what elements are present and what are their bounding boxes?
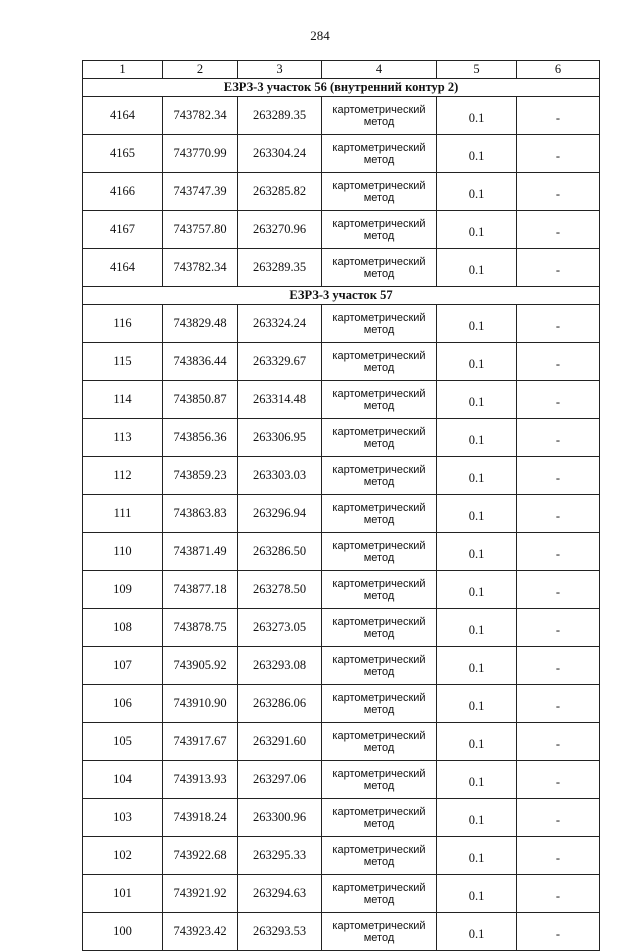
method-line-2: метод [363, 741, 395, 754]
method-cell [322, 875, 437, 913]
note-cell: - [517, 495, 600, 533]
column-number-row [83, 61, 600, 79]
accuracy-cell: 0.1 [437, 381, 517, 419]
x-coordinate-cell: 743747.39 [163, 173, 238, 211]
point-number-cell: 114 [83, 381, 163, 419]
note-cell: - [517, 609, 600, 647]
point-number-cell: 115 [83, 343, 163, 381]
note-cell: - [517, 913, 600, 951]
method-line-2: метод [363, 817, 395, 830]
method-cell [322, 533, 437, 571]
method-cell [322, 571, 437, 609]
point-number-cell: 116 [83, 305, 163, 343]
method-line-1: картометрический [332, 691, 426, 704]
table-row [83, 647, 600, 685]
method-line-2: метод [363, 551, 395, 564]
note-cell: - [517, 799, 600, 837]
x-coordinate-cell: 743871.49 [163, 533, 238, 571]
section-title-row [83, 287, 600, 305]
column-number: 2 [163, 61, 238, 79]
column-number: 1 [83, 61, 163, 79]
column-number: 4 [322, 61, 437, 79]
y-coordinate-cell: 263324.24 [238, 305, 322, 343]
y-coordinate-cell: 263286.06 [238, 685, 322, 723]
method-line-1: картометрический [332, 539, 426, 552]
table-row [83, 837, 600, 875]
page-number: 284 [310, 28, 330, 43]
accuracy-cell: 0.1 [437, 723, 517, 761]
accuracy-cell: 0.1 [437, 533, 517, 571]
point-number-cell: 4165 [83, 135, 163, 173]
method-line-2: метод [363, 779, 395, 792]
method-cell [322, 495, 437, 533]
table-row [83, 343, 600, 381]
table-row [83, 799, 600, 837]
point-number-cell: 108 [83, 609, 163, 647]
y-coordinate-cell: 263293.53 [238, 913, 322, 951]
method-line-2: метод [363, 589, 395, 602]
section-title: ЕЗРЗ-3 участок 56 (внутренний контур 2) [83, 79, 600, 97]
y-coordinate-cell: 263306.95 [238, 419, 322, 457]
accuracy-cell: 0.1 [437, 211, 517, 249]
x-coordinate-cell: 743910.90 [163, 685, 238, 723]
point-number-cell: 110 [83, 533, 163, 571]
method-line-1: картометрический [332, 387, 426, 400]
y-coordinate-cell: 263329.67 [238, 343, 322, 381]
x-coordinate-cell: 743921.92 [163, 875, 238, 913]
y-coordinate-cell: 263273.05 [238, 609, 322, 647]
y-coordinate-cell: 263304.24 [238, 135, 322, 173]
x-coordinate-cell: 743856.36 [163, 419, 238, 457]
y-coordinate-cell: 263286.50 [238, 533, 322, 571]
note-cell: - [517, 685, 600, 723]
note-cell: - [517, 305, 600, 343]
method-line-1: картометрический [332, 805, 426, 818]
method-line-2: метод [363, 437, 395, 450]
table-row [83, 457, 600, 495]
method-cell [322, 837, 437, 875]
accuracy-cell: 0.1 [437, 913, 517, 951]
x-coordinate-cell: 743782.34 [163, 97, 238, 135]
x-coordinate-cell: 743863.83 [163, 495, 238, 533]
method-line-1: картометрический [332, 843, 426, 856]
x-coordinate-cell: 743917.67 [163, 723, 238, 761]
table-row [83, 609, 600, 647]
note-cell: - [517, 135, 600, 173]
note-cell: - [517, 837, 600, 875]
point-number-cell: 4164 [83, 249, 163, 287]
method-line-1: картометрический [332, 881, 426, 894]
method-cell [322, 305, 437, 343]
accuracy-cell: 0.1 [437, 343, 517, 381]
method-line-2: метод [363, 399, 395, 412]
x-coordinate-cell: 743922.68 [163, 837, 238, 875]
table-row [83, 723, 600, 761]
table-row [83, 533, 600, 571]
method-line-1: картометрический [332, 919, 426, 932]
method-line-1: картометрический [332, 425, 426, 438]
accuracy-cell: 0.1 [437, 457, 517, 495]
point-number-cell: 103 [83, 799, 163, 837]
x-coordinate-cell: 743850.87 [163, 381, 238, 419]
point-number-cell: 101 [83, 875, 163, 913]
method-cell [322, 647, 437, 685]
point-number-cell: 109 [83, 571, 163, 609]
table-row [83, 211, 600, 249]
method-line-2: метод [363, 703, 395, 716]
x-coordinate-cell: 743878.75 [163, 609, 238, 647]
method-line-2: метод [363, 665, 395, 678]
y-coordinate-cell: 263270.96 [238, 211, 322, 249]
method-cell [322, 457, 437, 495]
method-line-1: картометрический [332, 615, 426, 628]
point-number-cell: 113 [83, 419, 163, 457]
x-coordinate-cell: 743757.80 [163, 211, 238, 249]
y-coordinate-cell: 263289.35 [238, 249, 322, 287]
point-number-cell: 104 [83, 761, 163, 799]
method-line-2: метод [363, 323, 395, 336]
accuracy-cell: 0.1 [437, 609, 517, 647]
method-cell [322, 343, 437, 381]
accuracy-cell: 0.1 [437, 305, 517, 343]
method-line-2: метод [363, 513, 395, 526]
x-coordinate-cell: 743770.99 [163, 135, 238, 173]
method-cell [322, 913, 437, 951]
method-cell [322, 97, 437, 135]
coordinates-table [82, 60, 600, 951]
note-cell: - [517, 533, 600, 571]
note-cell: - [517, 343, 600, 381]
section-title: ЕЗРЗ-3 участок 57 [83, 287, 600, 305]
accuracy-cell: 0.1 [437, 685, 517, 723]
x-coordinate-cell: 743913.93 [163, 761, 238, 799]
method-line-1: картометрический [332, 653, 426, 666]
y-coordinate-cell: 263297.06 [238, 761, 322, 799]
column-number: 3 [238, 61, 322, 79]
note-cell: - [517, 457, 600, 495]
table-row [83, 173, 600, 211]
method-cell [322, 723, 437, 761]
point-number-cell: 112 [83, 457, 163, 495]
x-coordinate-cell: 743918.24 [163, 799, 238, 837]
method-line-2: метод [363, 115, 395, 128]
method-cell [322, 761, 437, 799]
column-number: 5 [437, 61, 517, 79]
x-coordinate-cell: 743836.44 [163, 343, 238, 381]
point-number-cell: 4166 [83, 173, 163, 211]
table-row [83, 495, 600, 533]
accuracy-cell: 0.1 [437, 799, 517, 837]
table-row [83, 419, 600, 457]
table-row [83, 249, 600, 287]
method-line-1: картометрический [332, 311, 426, 324]
method-line-1: картометрический [332, 767, 426, 780]
method-line-2: метод [363, 153, 395, 166]
column-number: 6 [517, 61, 600, 79]
accuracy-cell: 0.1 [437, 419, 517, 457]
method-cell [322, 173, 437, 211]
y-coordinate-cell: 263293.08 [238, 647, 322, 685]
method-cell [322, 135, 437, 173]
note-cell: - [517, 875, 600, 913]
method-line-1: картометрический [332, 255, 426, 268]
y-coordinate-cell: 263303.03 [238, 457, 322, 495]
method-line-1: картометрический [332, 729, 426, 742]
accuracy-cell: 0.1 [437, 173, 517, 211]
note-cell: - [517, 381, 600, 419]
section-title-row [83, 79, 600, 97]
accuracy-cell: 0.1 [437, 647, 517, 685]
accuracy-cell: 0.1 [437, 495, 517, 533]
point-number-cell: 100 [83, 913, 163, 951]
table-row [83, 97, 600, 135]
point-number-cell: 4167 [83, 211, 163, 249]
y-coordinate-cell: 263296.94 [238, 495, 322, 533]
method-cell [322, 381, 437, 419]
y-coordinate-cell: 263291.60 [238, 723, 322, 761]
x-coordinate-cell: 743859.23 [163, 457, 238, 495]
table-row [83, 305, 600, 343]
y-coordinate-cell: 263285.82 [238, 173, 322, 211]
note-cell: - [517, 419, 600, 457]
table-row [83, 381, 600, 419]
y-coordinate-cell: 263278.50 [238, 571, 322, 609]
x-coordinate-cell: 743782.34 [163, 249, 238, 287]
point-number-cell: 105 [83, 723, 163, 761]
method-line-2: метод [363, 627, 395, 640]
method-cell [322, 685, 437, 723]
note-cell: - [517, 761, 600, 799]
accuracy-cell: 0.1 [437, 875, 517, 913]
note-cell: - [517, 723, 600, 761]
x-coordinate-cell: 743923.42 [163, 913, 238, 951]
x-coordinate-cell: 743905.92 [163, 647, 238, 685]
accuracy-cell: 0.1 [437, 135, 517, 173]
method-line-2: метод [363, 855, 395, 868]
x-coordinate-cell: 743829.48 [163, 305, 238, 343]
method-cell [322, 799, 437, 837]
table-row [83, 875, 600, 913]
point-number-cell: 106 [83, 685, 163, 723]
method-line-1: картометрический [332, 179, 426, 192]
point-number-cell: 107 [83, 647, 163, 685]
note-cell: - [517, 647, 600, 685]
table-body [83, 61, 600, 951]
y-coordinate-cell: 263295.33 [238, 837, 322, 875]
accuracy-cell: 0.1 [437, 761, 517, 799]
method-line-2: метод [363, 267, 395, 280]
point-number-cell: 111 [83, 495, 163, 533]
method-cell [322, 249, 437, 287]
table-row [83, 135, 600, 173]
table-row [83, 571, 600, 609]
note-cell: - [517, 571, 600, 609]
method-cell [322, 419, 437, 457]
method-line-1: картометрический [332, 501, 426, 514]
accuracy-cell: 0.1 [437, 837, 517, 875]
method-line-2: метод [363, 191, 395, 204]
y-coordinate-cell: 263300.96 [238, 799, 322, 837]
method-line-1: картометрический [332, 349, 426, 362]
method-line-2: метод [363, 931, 395, 944]
method-line-1: картометрический [332, 217, 426, 230]
method-line-2: метод [363, 475, 395, 488]
method-line-1: картометрический [332, 463, 426, 476]
method-line-2: метод [363, 229, 395, 242]
method-line-2: метод [363, 893, 395, 906]
note-cell: - [517, 211, 600, 249]
method-line-1: картометрический [332, 103, 426, 116]
method-line-2: метод [363, 361, 395, 374]
y-coordinate-cell: 263314.48 [238, 381, 322, 419]
accuracy-cell: 0.1 [437, 249, 517, 287]
method-cell [322, 211, 437, 249]
y-coordinate-cell: 263289.35 [238, 97, 322, 135]
note-cell: - [517, 97, 600, 135]
table-row [83, 761, 600, 799]
y-coordinate-cell: 263294.63 [238, 875, 322, 913]
table-row [83, 913, 600, 951]
accuracy-cell: 0.1 [437, 571, 517, 609]
x-coordinate-cell: 743877.18 [163, 571, 238, 609]
method-cell [322, 609, 437, 647]
table-row [83, 685, 600, 723]
accuracy-cell: 0.1 [437, 97, 517, 135]
point-number-cell: 102 [83, 837, 163, 875]
method-line-1: картометрический [332, 577, 426, 590]
point-number-cell: 4164 [83, 97, 163, 135]
note-cell: - [517, 249, 600, 287]
note-cell: - [517, 173, 600, 211]
method-line-1: картометрический [332, 141, 426, 154]
